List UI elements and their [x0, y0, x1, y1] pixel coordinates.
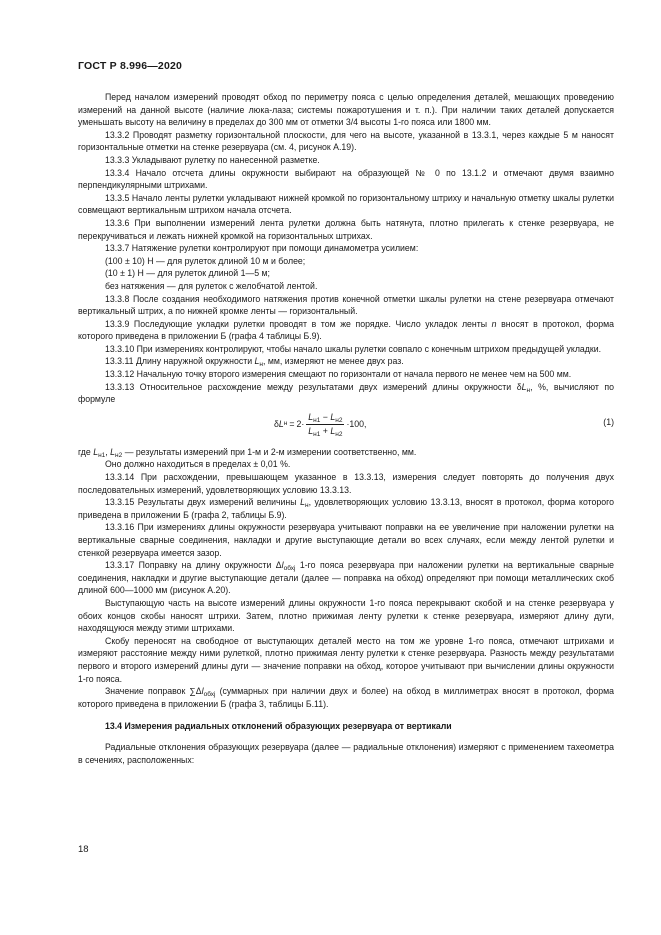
clause-13-3-11: 13.3.11 Длину наружной окружности $L_н$, мм, измеряют не менее двух раз.	[105, 356, 404, 369]
clause-13-3-7: 13.3.7 Натяжение рулетки контролируют при помощи динамометра усилием:	[105, 243, 419, 254]
force-item-3: без натяжения — для рулеток с желобчатой лентой.	[105, 280, 318, 291]
clause-13-3-6: 13.3.6 При выполнении измерений лента рулетки должна быть натянута, плотно прилегать к стенке резервуара, не перекручиваться и лежать нижней кромкой на горизонтальных штрихах.	[78, 217, 614, 241]
page-number: 18	[78, 844, 89, 855]
clause-13-3-10: 13.3.10 При измерениях контролируют, чтобы начало шкалы рулетки совпало с конечным штрихом предыдущей укладки.	[105, 343, 602, 354]
document-header: ГОСТ Р 8.996—2020	[78, 60, 183, 72]
clause-13-3-15: 13.3.15 Результаты двух измерений величины $L_н$, удовлетворяющих условию 13.3.13, вносят в протокол, форма которого приведена в приложении Б (графа 2, таблицы Б.9).	[78, 497, 614, 520]
formula-number: (1)	[603, 416, 614, 427]
force-item-1: (100 ± 10) Н — для рулеток длиной 10 м и более;	[105, 255, 306, 266]
clause-13-3-14: 13.3.14 При расхождении, превышающем указанное в 13.3.13, измерения следует повторять до получения двух последовательных измерений, удовлетворяющих условию 13.3.13.	[78, 472, 614, 495]
formula-fraction: $\frac{L_{н1} - L_{н2}}{L_{н1} + L_{н2}}$	[308, 411, 343, 438]
formula-1	[78, 408, 614, 442]
paragraph-intro: Перед началом измерений проводят обход по периметру пояса с целью определения деталей, мешающих проведению измерений на данной высоте (наличие люка-лаза; системы пожаротушения и т. п.). При наличии таких деталей допускается уменьшать высоту на величину в пределах до 300 мм от отметки 3/4 высоты 1-го пояса или 1800 мм.	[78, 92, 614, 128]
paragraph-correction-sum: Значение поправок $\sum\Delta l_{обхj}$ (суммарных при наличии двух и более) на обход в миллиметрах вносят в протокол, форма которого приведена в приложении Б (графа 3, таблицы Б.11).	[78, 686, 614, 709]
paragraph-bracket: Скобу переносят на свободное от выступающих деталей место на том же уровне 1-го пояса, отмечают штрихами и измеряют расстояние между ними рулеткой, плотно прижимая ленту рулетки к стенке резервуара. Разность между результатами первого и второго измерений длины дуги — значение поправки на обход, которое учитывают при вычислении длины окружности 1-го пояса.	[78, 635, 614, 684]
clause-13-3-4: 13.3.4 Начало отсчета длины окружности выбирают на образующей № 0 по 13.1.2 и отмечают двумя взаимно перпендикулярными штрихами.	[78, 167, 614, 191]
clause-13-3-5: 13.3.5 Начало ленты рулетки укладывают нижней кромкой по горизонтальному штриху и начальную отметку шкалы рулетки совмещают вертикальным штрихом начала отсчета.	[78, 192, 614, 216]
paragraph-radial: Радиальные отклонения образующих резервуара (далее — радиальные отклонения) измеряют с применением тахеометра в сечениях, расположенных:	[78, 741, 614, 765]
section-13-4-heading: 13.4 Измерения радиальных отклонений образующих резервуара от вертикали	[105, 721, 452, 732]
clause-13-3-3: 13.3.3 Укладывают рулетку по нанесенной разметке.	[105, 154, 320, 165]
clause-13-3-17: 13.3.17 Поправку на длину окружности $\Delta l_{обхj}$ 1-го пояса резервуара при наложении рулетки на вертикальные сварные соединения, накладки и другие выступающие детали (далее — поправка на обход) определяют при помощи металлических скоб длиной 600—1000 мм (рисунок А.20).	[78, 560, 614, 596]
paragraph-protrusion: Выступающую часть на высоте измерений длины окружности 1-го пояса перекрывают скобой и на стенке резервуара у обоих концов скобы наносят штрихи. Затем, плотно прижимая ленту рулетки к стенке резервуара, измеряют длину дуги, находящуюся между этими штрихами.	[78, 597, 614, 634]
clause-13-3-12: 13.3.12 Начальную точку второго измерения смещают по горизонтали от начала первого не менее чем на 500 мм.	[105, 369, 572, 380]
clause-13-3-16: 13.3.16 При измерениях длины окружности резервуара учитывают поправки на ее увеличение при наложении рулетки на вертикальные сварные соединения, накладки и другие выступающие детали во всех случаях, если между лентой рулетки и стенкой резервуара имеется зазор.	[78, 522, 614, 558]
clause-13-3-9: 13.3.9 Последующие укладки рулетки проводят в том же порядке. Число укладок ленты n вносят в протокол, форма которого приведена в приложении Б (графа 4 таблицы Б.9).	[78, 318, 614, 342]
page-content	[78, 91, 614, 766]
tolerance-note: Оно должно находиться в пределах ± 0,01 %.	[105, 459, 291, 470]
clause-13-3-8: 13.3.8 После создания необходимого натяжения против конечной отметки шкалы рулетки на стене резервуара отмечают вертикальный штрих, а по нижней кромке ленты — горизонтальный.	[78, 293, 614, 317]
clause-13-3-13: 13.3.13 Относительное расхождение между результатами двух измерений длины окружности $\delta L_н$, %, вычисляют по формуле	[78, 381, 614, 405]
formula-where: где $L_{н1}$, $L_{н2}$ — результаты измерений при 1-м и 2-м измерении соответственно, мм.	[78, 446, 417, 459]
formula-expression: δ L н = 2 · $\frac{L_{н1} - L_{н2}}{L_{н1} + L_{н2}}$ · 100 ,	[274, 411, 367, 438]
clause-13-3-2: 13.3.2 Проводят разметку горизонтальной плоскости, для чего на высоте, указанной в 13.3.1, через каждые 5 м наносят горизонтальные отметки на стенке резервуара (см. 4, рисунок А.19).	[78, 129, 614, 153]
force-item-2: (10 ± 1) Н — для рулеток длиной 1—5 м;	[105, 268, 270, 279]
